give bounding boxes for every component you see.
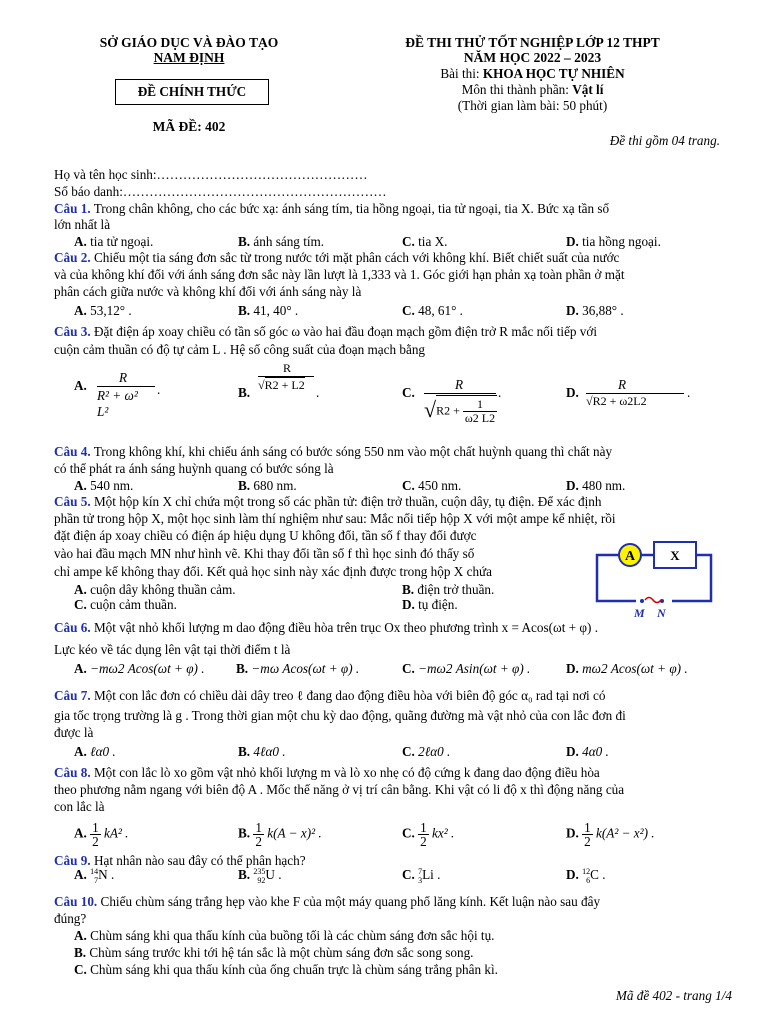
q3-d-numerator: R [618,377,627,392]
q3-option-c: C. [402,385,415,400]
q7-text-cont2: được là [54,725,94,740]
q5-option-c: C. cuộn cảm thuần. [74,597,177,612]
q8-option-c: C. $\frac{1}{2}$ kx² . [402,820,455,849]
q2-option-c: C. 48, 61° . [402,303,463,318]
official-exam-box: ĐỀ CHÍNH THỨC [115,79,269,105]
q3-c-denominator: √R2 + $\frac{1}{\omega 2 L2}$ [424,397,496,425]
q1-option-d: D. tia hồng ngoại. [566,234,661,249]
school-year: NĂM HỌC 2022 – 2023 [463,50,602,65]
q5-circuit-diagram [592,538,718,618]
q8-option-b: B. $\frac{1}{2}$ k(A − x)² . [238,820,322,849]
q10-option-c: C. Chùm sáng khi qua thấu kính của ống chuẩn trực là chùm sáng trắng phân kì. [74,962,498,977]
q7-option-c: C. 2ℓα0 . [402,744,451,759]
q2-option-b: B. 41, 40° . [238,303,299,318]
q5-text-cont2: đặt điện áp xoay chiều có điện áp hiệu dụng U không đổi, tần số f thay đổi được [54,528,477,543]
q3-b-denominator: √R2 + L2 [258,378,305,392]
q2-option-a: A. 53,12° . [74,303,132,318]
q4-option-b: B. 680 nm. [238,478,297,493]
q7-option-a: A. ℓα0 . [74,744,116,759]
q3-a-denominator2: L² [97,404,109,419]
q9-option-d: D. 12 6 C . [566,867,606,885]
department-line2: NAM ĐỊNH [153,50,225,65]
q4-option-a: A. 540 nm. [74,478,134,493]
q7-option-d: D. 4α0 . [566,744,609,759]
q1-text-cont: lớn nhất là [54,217,111,232]
q8-text: Câu 8. Một con lắc lò xo gồm vật nhỏ khối lượng m và lò xo nhẹ có độ cứng k đang dao động điều hòa [54,765,600,780]
q3-option-a: A. [74,378,87,393]
q1-text: Câu 1. Trong chân không, cho các bức xạ: ánh sáng tím, tia hồng ngoại, tia tử ngoại, tia X. Bức xạ tần số [54,201,610,216]
q6-option-c: C. −mω2 Asin(ωt + φ) . [402,661,531,676]
q8-option-a: A. $\frac{1}{2}$ kA² . [74,820,129,849]
q9-option-a: A. 14 7 N . [74,867,115,885]
q3-a-fraction-bar [97,386,155,387]
q6-option-d: D. mω2 Acos(ωt + φ) . [566,661,688,676]
terminal-m-label: M [634,606,645,618]
q6-option-b: B. −mω Acos(ωt + φ) . [236,661,360,676]
q7-option-b: B. 4ℓα0 . [238,744,286,759]
q3-d-denominator: √R2 + ω2L2 [586,394,647,408]
q5-text-cont4: chỉ ampe kế không thay đổi. Kết quả học sinh này xác định được trong hộp X chứa [54,564,493,579]
q3-b-numerator: R [282,361,291,375]
q3-a-dot: . [157,382,161,397]
q9-option-b: B. 235 92 U . [238,867,282,885]
q3-a-numerator: R [119,370,128,385]
student-name-field: Họ và tên học sinh:………………………………………… [54,167,368,182]
q3-text-cont: cuộn cảm thuần có độ tự cảm L . Hệ số công suất của đoạn mạch bằng [54,342,426,357]
q4-text-cont: có thể phát ra ánh sáng huỳnh quang có bước sóng là [54,461,334,476]
q4-option-d: D. 480 nm. [566,478,626,493]
time-line: (Thời gian làm bài: 50 phút) [457,98,608,113]
q10-text-cont: đúng? [54,911,87,926]
exam-title: ĐỀ THI THỬ TỐT NGHIỆP LỚP 12 THPT [405,35,660,50]
q3-a-denominator: R² + ω² [97,388,138,403]
q3-text: Câu 3. Đặt điện áp xoay chiều có tần số góc ω vào hai đầu đoạn mạch gồm điện trở R mắc nối tiếp với [54,324,598,339]
page-count: Đề thi gồm 04 trang. [609,133,720,148]
q8-option-d: D. $\frac{1}{2}$ k(A² − x²) . [566,820,655,849]
q7-text-cont: gia tốc trọng trường là g . Trong thời gian một chu kỳ dao động, quãng đường mà vật nhỏ của con lắc đơn đi [54,708,626,723]
q6-text-cont: Lực kéo về tác dụng lên vật tại thời điểm t là [54,642,291,657]
q3-d-dot: . [687,385,691,400]
q2-text: Câu 2. Chiếu một tia sáng đơn sắc từ trong nước tới mặt phân cách với không khí. Biết chiết suất của nước [54,250,620,265]
q5-option-a: A. cuộn dây không thuần cảm. [74,582,236,597]
q5-text: Câu 5. Một hộp kín X chỉ chứa một trong số các phần tử: điện trở thuần, cuộn dây, tụ điện. Để xác định [54,494,602,509]
page-footer: Mã đề 402 - trang 1/4 [615,988,732,1003]
q6-option-a: A. −mω2 Acos(ωt + φ) . [74,661,205,676]
student-id-field: Số báo danh:…………………………………………………… [54,184,387,199]
q3-option-d: D. [566,385,579,400]
q10-option-a: A. Chùm sáng khi qua thấu kính của buồng tối là các chùm sáng đơn sắc hội tụ. [74,928,495,943]
q5-text-cont: phần tử trong hộp X, một học sinh làm thí nghiệm như sau: Mắc nối tiếp hộp X với một ampe kế nhiệt, rồi [54,511,616,526]
q9-option-c: C. 7 3 Li . [402,867,441,885]
q10-text: Câu 10. Chiếu chùm sáng trắng hẹp vào khe F của một máy quang phổ lăng kính. Kết luận nào sau đây [54,894,601,909]
q5-text-cont3: vào hai đầu mạch MN như hình vẽ. Khi thay đổi tần số f thì học sinh đó thấy số [54,546,475,561]
q5-option-d: D. tụ điện. [402,597,458,612]
q10-option-b: B. Chùm sáng trước khi tới hệ tán sắc là một chùm sáng đơn sắc song song. [74,945,474,960]
q3-c-dot: . [498,385,502,400]
q2-text-cont: và của không khí đối với ánh sáng đơn sắc này lần lượt là 1,333 và 1. Góc giới hạn phản xạ toàn phần ở mặt [54,267,625,282]
q6-text: Câu 6. Một vật nhỏ khối lượng m dao động điều hòa trên trục Ox theo phương trình x = Acos(ωt + φ) . [54,620,598,635]
q1-option-b: B. ánh sáng tím. [238,234,325,249]
subject-line: Bài thi: KHOA HỌC TỰ NHIÊN [440,66,625,81]
q1-option-c: C. tia X. [402,234,448,249]
q4-text: Câu 4. Trong không khí, khi chiếu ánh sáng có bước sóng 550 nm vào một chất huỳnh quang thì chất này [54,444,613,459]
terminal-n-label: N [657,606,666,618]
component-line: Môn thi thành phần: Vật lí [461,82,604,97]
exam-code: MÃ ĐỀ: 402 [152,119,226,134]
q9-text: Câu 9. Hạt nhân nào sau đây có thể phân hạch? [54,853,306,868]
department-line1: SỞ GIÁO DỤC VÀ ĐÀO TẠO [99,35,279,50]
box-x-label: X [670,548,680,563]
q4-option-c: C. 450 nm. [402,478,462,493]
q3-c-numerator: R [455,377,464,392]
q5-option-b: B. điện trở thuần. [402,582,495,597]
q2-option-d: D. 36,88° . [566,303,624,318]
q2-text-cont2: phân cách giữa nước và không khí đối với ánh sáng này là [54,284,362,299]
q3-b-dot: . [316,385,320,400]
q3-option-b: B. [238,385,251,400]
q8-text-cont2: con lắc là [54,799,105,814]
q1-option-a: A. tia tử ngoại. [74,234,154,249]
ammeter-label: A [624,549,636,564]
q3-c-fraction-bar [424,393,496,394]
q8-text-cont: theo phương nằm ngang với biên độ A . Mốc thế năng ở vị trí cân bằng. Khi vật có li độ x thì động năng của [54,782,625,797]
q7-text: Câu 7. Một con lắc đơn có chiều dài dây treo ℓ đang dao động điều hòa với biên độ góc α₀ rad tại nơi có [54,688,606,703]
